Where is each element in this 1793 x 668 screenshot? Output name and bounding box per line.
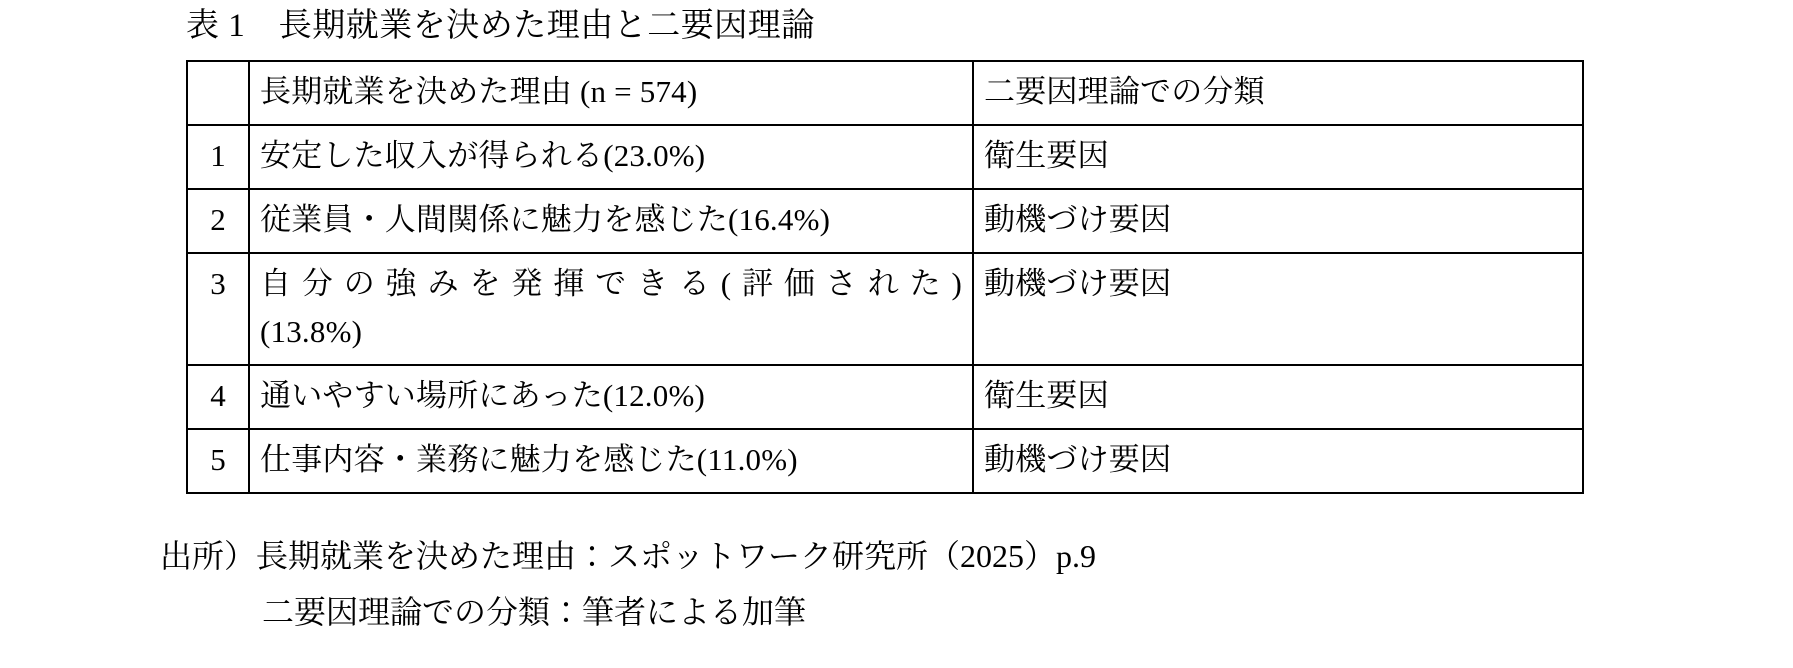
table-row bbox=[187, 253, 1583, 365]
row-index: 1 bbox=[187, 125, 249, 189]
table-header-row bbox=[187, 61, 1583, 125]
table-row bbox=[187, 429, 1583, 493]
reasons-table bbox=[186, 60, 1584, 494]
row-index: 3 bbox=[187, 253, 249, 365]
table-row bbox=[187, 365, 1583, 429]
header-cell-classification: 二要因理論での分類 bbox=[973, 61, 1583, 125]
row-reason-line-1: 自分の強みを発揮できる(評価された) bbox=[260, 266, 962, 301]
row-index: 4 bbox=[187, 365, 249, 429]
header-cell-index bbox=[187, 61, 249, 125]
table-container bbox=[186, 60, 1582, 494]
row-classification: 衛生要因 bbox=[973, 125, 1583, 189]
table-caption: 表 1 長期就業を決めた理由と二要因理論 bbox=[186, 8, 815, 44]
header-cell-reason: 長期就業を決めた理由 (n = 574) bbox=[249, 61, 973, 125]
row-index: 2 bbox=[187, 189, 249, 253]
row-classification: 動機づけ要因 bbox=[973, 189, 1583, 253]
row-reason: 通いやすい場所にあった(12.0%) bbox=[249, 365, 973, 429]
row-classification: 衛生要因 bbox=[973, 365, 1583, 429]
row-reason-line-2: (13.8%) bbox=[260, 314, 363, 349]
source-note-line-1: 出所）長期就業を決めた理由：スポットワーク研究所（2025）p.9 bbox=[160, 538, 1097, 574]
row-index: 5 bbox=[187, 429, 249, 493]
row-classification: 動機づけ要因 bbox=[973, 253, 1583, 365]
row-reason: 安定した収入が得られる(23.0%) bbox=[249, 125, 973, 189]
row-reason: 従業員・人間関係に魅力を感じた(16.4%) bbox=[249, 189, 973, 253]
table-row bbox=[187, 189, 1583, 253]
source-note-line-2: 二要因理論での分類：筆者による加筆 bbox=[262, 594, 807, 630]
table-row bbox=[187, 125, 1583, 189]
row-reason: 仕事内容・業務に魅力を感じた(11.0%) bbox=[249, 429, 973, 493]
row-classification: 動機づけ要因 bbox=[973, 429, 1583, 493]
row-reason bbox=[249, 253, 973, 365]
